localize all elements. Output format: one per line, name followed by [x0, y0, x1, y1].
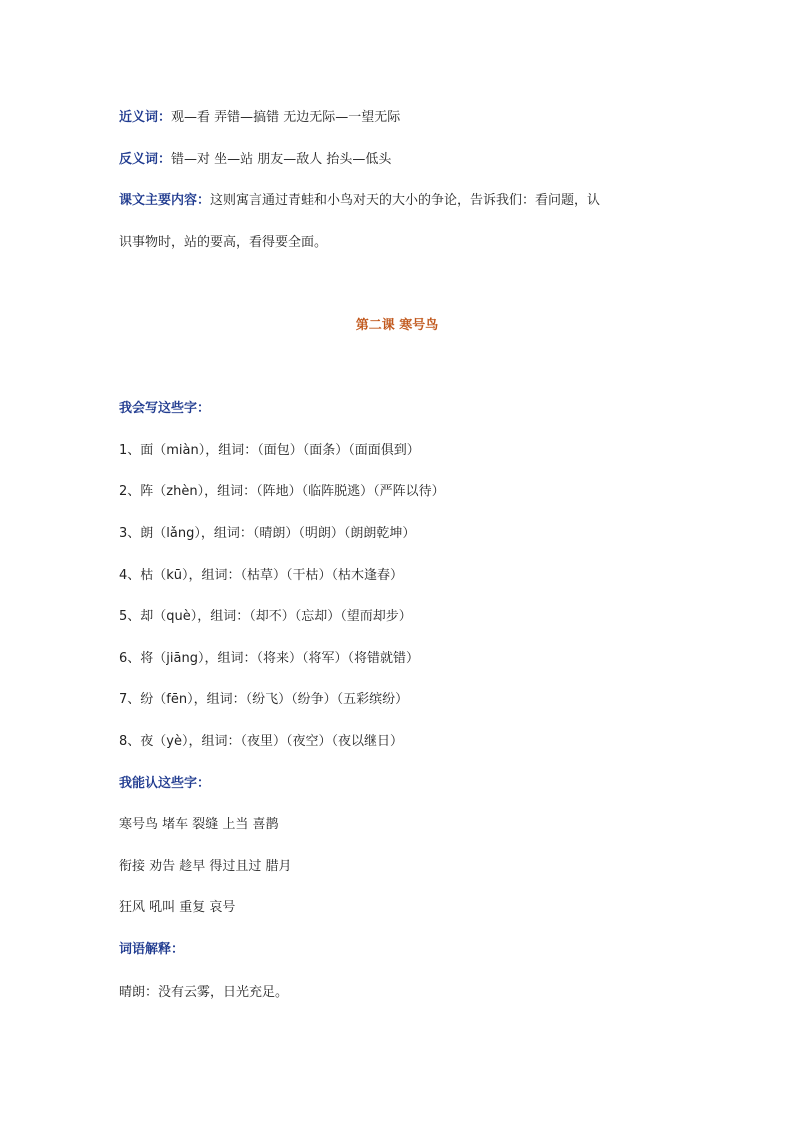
write-item-5: 5、却（què），组词：（却不）（忘却）（望而却步） — [119, 609, 412, 624]
synonyms-line — [119, 109, 400, 127]
write-heading: 我会写这些字： — [119, 401, 211, 416]
write-item-6: 6、将（jiāng），组词：（将来）（将军）（将错就错） — [119, 651, 419, 666]
main-content-label: 课文主要内容： — [119, 193, 211, 208]
explain-line-1: 晴朗：没有云雾，日光充足。 — [119, 985, 289, 1000]
read-heading: 我能认这些字： — [119, 776, 211, 791]
read-line-1: 寒号鸟 堵车 裂缝 上当 喜鹊 — [119, 817, 279, 832]
explain-heading: 词语解释： — [119, 942, 185, 957]
main-content-text-1: 这则寓言通过青蛙和小鸟对天的大小的争论，告诉我们：看问题，认 — [210, 193, 601, 208]
write-item-3: 3、朗（lǎng），组词：（晴朗）（明朗）（朗朗乾坤） — [119, 526, 416, 541]
read-line-3: 狂风 吼叫 重复 哀号 — [119, 900, 236, 915]
synonyms-text: 观—看 弄错—搞错 无边无际—一望无际 — [171, 110, 401, 125]
antonyms-label: 反义词： — [119, 152, 172, 167]
write-item-1: 1、面（miàn），组词：（面包）（面条）（面面俱到） — [119, 443, 420, 458]
main-content-line-1 — [119, 192, 600, 210]
lesson-title: 第二课 寒号鸟 — [355, 318, 439, 333]
main-content-text-2: 识事物时，站的要高，看得要全面。 — [119, 235, 328, 250]
antonyms-text: 错—对 坐—站 朋友—敌人 抬头—低头 — [171, 152, 392, 167]
main-content-line-2 — [119, 234, 327, 252]
write-item-7: 7、纷（fēn），组词：（纷飞）（纷争）（五彩缤纷） — [119, 692, 409, 707]
write-item-8: 8、夜（yè），组词：（夜里）（夜空）（夜以继日） — [119, 734, 403, 749]
write-item-2: 2、阵（zhèn），组词：（阵地）（临阵脱逃）（严阵以待） — [119, 484, 445, 499]
write-item-4: 4、枯（kū），组词：（枯草）（干枯）（枯木逢春） — [119, 568, 404, 583]
synonyms-label: 近义词： — [119, 110, 172, 125]
antonyms-line — [119, 151, 391, 169]
read-line-2: 衔接 劝告 趁早 得过且过 腊月 — [119, 859, 292, 874]
